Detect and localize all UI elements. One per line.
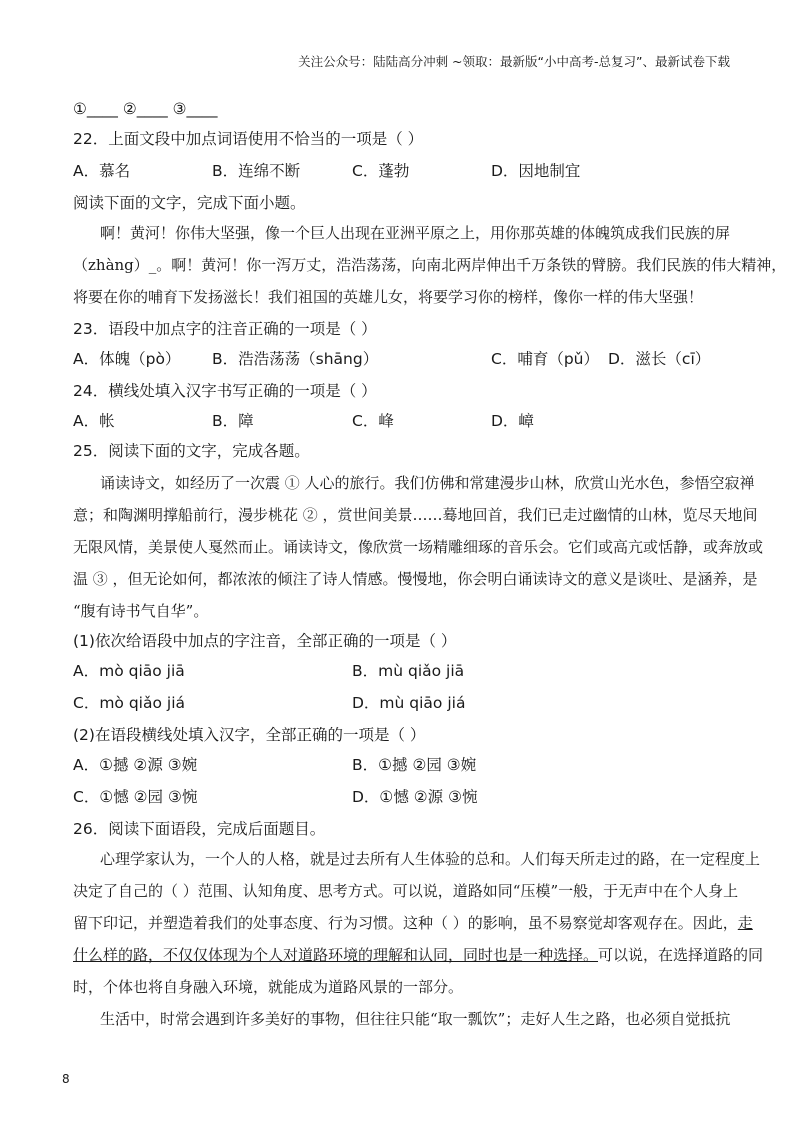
q25-passage-line-3: 无限风情，美景使人戛然而止。诵读诗文，像欣赏一场精雕细琢的音乐会。它们或高亢或恬静，或奔放或	[73, 538, 764, 556]
q24-option-d: D．嶂	[491, 412, 534, 430]
q23-option-d: D．滋长（cī）	[608, 350, 711, 368]
q23-option-a: A．体魄（pò）	[73, 350, 181, 368]
q26-passage-line-4	[73, 944, 764, 966]
q26-passage-line-1: 心理学家认为，一个人的人格，就是过去所有人生体验的总和。人们每天所走过的路，在一定程度上	[100, 850, 761, 868]
q26-passage-line-2: 决定了自己的（ ）范围、认知角度、思考方式。可以说，道路如同“压模”一般，于无声中在个人身上	[73, 882, 739, 900]
q25-sub2-option-d: D．①憾 ②源 ③惋	[352, 788, 478, 806]
q25-passage-line-5: “腹有诗书气自华”。	[73, 602, 209, 620]
q23-stem: 23．语段中加点字的注音正确的一项是（ ）	[73, 320, 377, 338]
passage1-line-3: 将要在你的哺育下发扬滋长！我们祖国的英雄儿女，将要学习你的榜样，像你一样的伟大坚强！	[73, 288, 704, 306]
q25-sub2-option-c: C．①憾 ②园 ③惋	[73, 788, 198, 806]
q26-passage-line-3	[73, 912, 753, 934]
q23-option-b: B．浩浩荡荡（shāng）	[212, 350, 379, 368]
q25-passage-line-2: 意；和陶渊明撑船前行，漫步桃花 ② ，赏世间美景……蓦地回首，我们已走过幽情的山林，览尽天地间	[73, 506, 758, 524]
q25-sub1-option-c: C．mò qiǎo jiá	[73, 694, 185, 712]
q25-passage-line-4: 温 ③ ，但无论如何，都浓浓的倾注了诗人情感。慢慢地，你会明白诵读诗文的意义是谈吐、是涵养，是	[73, 570, 758, 588]
passage1-line-2: （zhàng）_。啊！黄河！你一泻万丈，浩浩荡荡，向南北两岸伸出千万条铁的臂膀。我们民族的伟大精神，	[73, 256, 787, 274]
page-number: 8	[62, 1072, 70, 1086]
q26-stem: 26．阅读下面语段，完成后面题目。	[73, 820, 326, 838]
q24-option-a: A．帐	[73, 412, 115, 430]
q24-option-c: C．峰	[352, 412, 394, 430]
q22-stem: 22．上面文段中加点词语使用不恰当的一项是（ ）	[73, 130, 424, 148]
q25-sub2-option-b: B．①撼 ②园 ③婉	[352, 756, 477, 774]
q23-option-c: C．哺育（pǔ）	[491, 350, 599, 368]
q25-sub1-option-a: A．mò qiāo jiā	[73, 662, 185, 680]
blanks-line: ①____ ②____ ③____	[73, 100, 218, 118]
passage1-line-1: 啊！黄河！你伟大坚强，像一个巨人出现在亚洲平原之上，用你那英雄的体魄筑成我们民族的屏	[100, 224, 731, 242]
q22-option-b: B．连绵不断	[212, 162, 301, 180]
q24-stem: 24．横线处填入汉字书写正确的一项是（ ）	[73, 382, 377, 400]
q22-option-a: A．慕名	[73, 162, 131, 180]
q26-underlined-sentence: 什么样的路，不仅仅体现为个人对道路环境的理解和认同，同时也是一种选择。	[73, 946, 599, 964]
q25-sub1-option-b: B．mù qiǎo jiā	[352, 662, 465, 680]
q25-stem: 25．阅读下面的文字，完成各题。	[73, 442, 310, 460]
q26-passage-line-6: 生活中，时常会遇到许多美好的事物，但往往只能“取一瓢饮”；走好人生之路，也必须自觉抵抗	[100, 1010, 731, 1028]
q26-passage-line-5: 时，个体也将自身融入环境，就能成为道路风景的一部分。	[73, 978, 464, 996]
page-header: 关注公众号：陆陆高分冲刺 ~领取：最新版“小中高考-总复习”、最新试卷下载	[298, 54, 730, 69]
q26-underlined-start: 走	[737, 914, 753, 932]
q26-passage-line-3-text: 留下印记，并塑造着我们的处事态度、行为习惯。这种（ ）的影响，虽不易察觉却客观存在。因此，	[73, 914, 738, 932]
q22-option-c: C．蓬勃	[352, 162, 410, 180]
q26-passage-line-4-tail: 可以说，在选择道路的同	[598, 946, 764, 964]
q25-sub1-option-d: D．mù qiāo jiá	[352, 694, 466, 712]
q25-sub2-option-a: A．①撼 ②源 ③婉	[73, 756, 198, 774]
q22-option-d: D．因地制宜	[491, 162, 581, 180]
reading-intro: 阅读下面的文字，完成下面小题。	[73, 194, 306, 212]
q25-sub2-stem: (2)在语段横线处填入汉字，全部正确的一项是（ ）	[73, 726, 426, 744]
q25-passage-line-1: 诵读诗文，如经历了一次震 ① 人心的旅行。我们仿佛和常建漫步山林，欣赏山光水色，参悟空寂禅	[100, 474, 755, 492]
q25-sub1-stem: (1)依次给语段中加点的字注音，全部正确的一项是（ ）	[73, 632, 457, 650]
q24-option-b: B．障	[212, 412, 254, 430]
